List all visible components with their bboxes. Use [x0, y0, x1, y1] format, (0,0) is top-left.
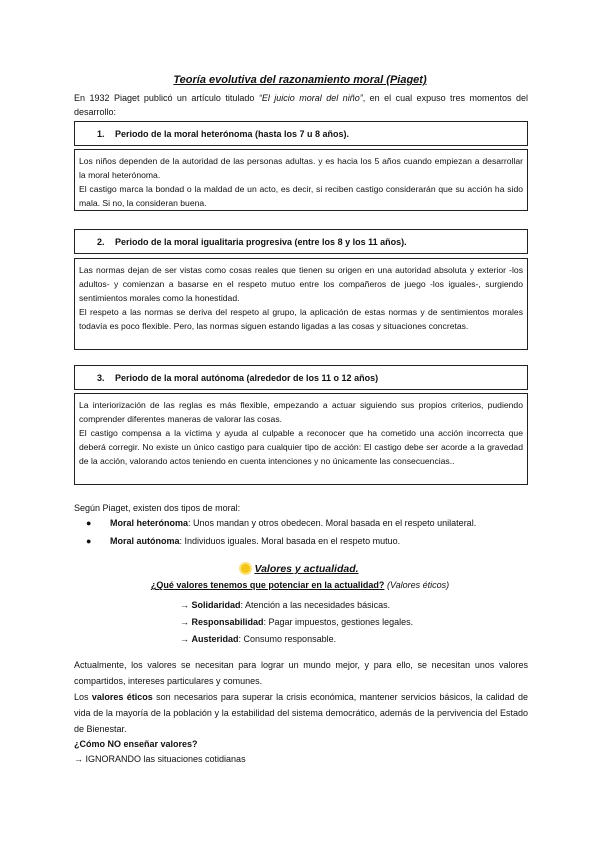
period-3-body — [74, 393, 528, 485]
period-paragraph: La interiorización de las reglas es más flexible, empezando a actuar siguiendo sus propios criterios, pudiendo comprender diferentes maneras de valorar las cosas. — [79, 400, 523, 424]
period-3-heading — [74, 365, 528, 390]
list-item — [86, 534, 526, 549]
period-paragraph: El castigo marca la bondad o la maldad de un acto, es decir, si reciben castigo considerarán que su acción ha sido mala. Si no, la consideran buena. — [79, 184, 523, 208]
list-item — [180, 614, 510, 631]
list-item — [86, 516, 526, 531]
intro-text: En 1932 Piaget publicó un artículo titulado — [74, 93, 259, 103]
period-1-heading — [74, 121, 528, 146]
closing-text: son necesarios para superar la crisis económica, mantener servicios básicos, la calidad de vida de la mayoría de la población y la estabilidad del sistema democrático, además de la pervivencia del Estado de Bienestar. — [74, 692, 528, 734]
value-term: Austeridad — [191, 634, 239, 644]
period-heading-text: Periodo de la moral igualitaria progresiva (entre los 8 y los 11 años). — [115, 236, 407, 247]
intro-work-title: “El juicio moral del niño” — [258, 93, 363, 103]
period-2-body — [74, 258, 528, 350]
arrow-icon: → — [180, 600, 189, 610]
period-paragraph: Las normas dejan de ser vistas como cosas reales que tienen su origen en una autoridad absoluta y exterior -los adultos- y comienzan a basarse en el respeto mutuo entre los compañeros de juego -los iguales-, surgiendo sentimientos morales como la honestidad. — [79, 265, 523, 303]
intro-text-end: , en el cual expuso tres momentos del desarrollo: — [74, 93, 528, 117]
bullet-icon: ● — [86, 536, 92, 546]
page-title: Teoría evolutiva del razonamiento moral (Piaget) — [173, 74, 427, 86]
type-desc: : Unos mandan y otros obedecen. Moral basada en el respeto unilateral. — [188, 518, 477, 528]
values-question-text: ¿Qué valores tenemos que potenciar en la actualidad? — [150, 580, 385, 590]
sun-icon — [241, 564, 250, 573]
closing-question-text: ¿Cómo NO enseñar valores? — [74, 739, 198, 749]
value-term: Responsabilidad — [191, 617, 264, 627]
closing-bold-term: valores éticos — [91, 692, 153, 702]
period-heading-text: Periodo de la moral heterónoma (hasta los 7 u 8 años). — [115, 128, 350, 139]
intro-paragraph — [74, 91, 528, 119]
type-term: Moral heterónoma — [110, 518, 189, 528]
period-paragraph: Los niños dependen de la autoridad de las personas adultas. y es hacia los 5 años cuando empiezan a desarrollar la moral heterónoma. — [79, 156, 523, 180]
period-heading-text: Periodo de la moral autónoma (alrededor de los 11 o 12 años) — [115, 372, 379, 383]
closing-text: Los — [74, 692, 92, 702]
types-list — [86, 516, 526, 549]
list-item — [180, 597, 510, 614]
closing-answer — [74, 752, 528, 767]
values-question-note: (Valores éticos) — [386, 580, 450, 590]
period-number: 2. — [97, 236, 105, 247]
period-number: 1. — [97, 128, 105, 139]
value-term: Solidaridad — [191, 600, 241, 610]
value-desc: : Pagar impuestos, gestiones legales. — [263, 617, 414, 627]
values-question — [0, 580, 600, 590]
arrow-icon: → — [180, 617, 189, 627]
closing-paragraph-1: Actualmente, los valores se necesitan para lograr un mundo mejor, y para ello, se necesitan unos valores compartidos, intereses particulares y comunes. — [74, 660, 528, 686]
arrow-icon: → — [180, 634, 189, 644]
period-paragraph: El respeto a las normas se deriva del respeto al grupo, la aplicación de estas normas y de sentimientos morales todavía es poco flexible. Pero, las normas siguen estando ligadas a las cosas y situaciones concretas. — [79, 307, 523, 331]
values-title — [0, 563, 600, 575]
period-number: 3. — [97, 372, 105, 383]
type-desc: : Individuos iguales. Moral basada en el respeto mutuo. — [179, 536, 401, 546]
types-intro: Según Piaget, existen dos tipos de moral: — [74, 503, 241, 513]
closing-paragraph-2 — [74, 689, 528, 737]
closing-question — [74, 737, 528, 752]
bullet-icon: ● — [86, 518, 92, 528]
value-desc: : Atención a las necesidades básicas. — [240, 600, 391, 610]
closing-answer-text: IGNORANDO las situaciones cotidianas — [83, 754, 246, 764]
arrow-icon: → — [74, 754, 83, 764]
period-2-heading — [74, 229, 528, 254]
type-term: Moral autónoma — [110, 536, 180, 546]
values-title-text: Valores y actualidad. — [254, 563, 359, 575]
values-list — [180, 597, 510, 648]
value-desc: : Consumo responsable. — [238, 634, 337, 644]
list-item — [180, 631, 510, 648]
period-paragraph: El castigo compensa a la víctima y ayuda al culpable a reconocer que ha cometido una acción incorrecta que deberá corregir. No existe un único castigo para cualquier tipo de acción: El castigo debe ser acorde a la gravedad de la acción, valorando actos teniendo en cuenta intenciones y no únicamente las consecuencias.. — [79, 428, 523, 466]
period-1-body — [74, 149, 528, 211]
